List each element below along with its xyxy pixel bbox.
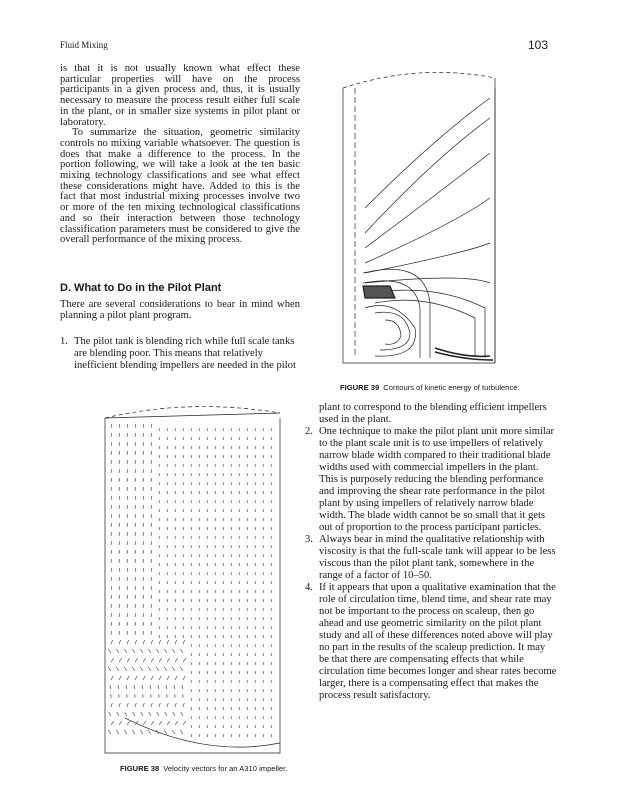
figure-label: FIGURE 38 (120, 764, 160, 773)
figure-38-caption (120, 764, 287, 774)
list-number: 3. (305, 534, 313, 545)
running-title: Fluid Mixing (60, 40, 108, 50)
list-number: 1. (60, 336, 68, 347)
list-item (305, 534, 557, 582)
list-text: Always bear in mind the qualitative relationship with viscosity is that the full-scale tank will appear to be less viscous than the pilot plant tank, somewhere in the range of a factor of 10–50. (319, 534, 556, 581)
list-number: 2. (305, 426, 313, 437)
left-column (60, 64, 300, 246)
list-item-continued (305, 402, 557, 426)
figure-label: FIGURE 39 (340, 383, 380, 392)
list-text: The pilot tank is blending rich while full scale tanks are blending poor. This means that relatively inefficient blending impellers are needed in the pilot (74, 336, 296, 371)
list-text: plant to correspond to the blending efficient impellers used in the plant. (319, 402, 547, 425)
list-item (305, 426, 557, 534)
list-item (305, 582, 557, 702)
list-item (60, 336, 304, 372)
list-text: One technique to make the pilot plant unit more similar to the plant scale unit is to use impellers of relatively narrow blade width compared to their traditional blade widths used with commercial impellers in the plant. This is purposely reducing the blending performance and improving the shear rate performance in the pilot plant by using impellers of relatively narrow blade width. The blade width cannot be so small that it gets out of proportion to the process participant particles. (319, 426, 555, 533)
paragraph: To summarize the situation, geometric similarity controls no mixing variable whatsoever. The question is does that make a difference to the process. In the portion following, we will take a look at the ten basic mixing technology classifications and see what effect these considerations might have. Added to this is the fact that most industrial mixing processes involve two or more of the ten mixing technological classifications and so their interaction between those technology classification parameters must be considered to give the overall performance of the mixing process. (60, 127, 300, 246)
caption-text: Contours of kinetic energy of turbulence. (383, 383, 520, 392)
figure-38-vector-plot (95, 398, 290, 760)
list-text: If it appears that upon a qualitative examination that the role of circulation time, blend time, and shear rate may not be important to the process on scaleup, then go ahead and use geometric similarity on the pilot plant study and all of these differences noted above will play no part in the results of the scaleup prediction. It may be that there are compensating effects that while circulation time becomes longer and shear rates become larger, there is a compensating effect that makes the process result satisfactory. (319, 582, 557, 701)
right-column (305, 402, 557, 702)
figure-39-contour-plot (335, 58, 510, 373)
section-heading: D. What to Do in the Pilot Plant (60, 282, 222, 294)
list-number: 4. (305, 582, 313, 593)
caption-text: Velocity vectors for an A310 impeller. (163, 764, 288, 773)
paragraph: is that it is not usually known what effect these particular properties will have on the process participants in a given process and, thus, it is usually necessary to measure the process result either full scale in the plant, or in smaller size systems in pilot plant or laboratory. (60, 63, 300, 128)
paragraph: There are several considerations to bear in mind when planning a pilot plant program. (60, 299, 300, 321)
page-number: 103 (528, 38, 549, 52)
figure-39-caption (340, 383, 520, 393)
